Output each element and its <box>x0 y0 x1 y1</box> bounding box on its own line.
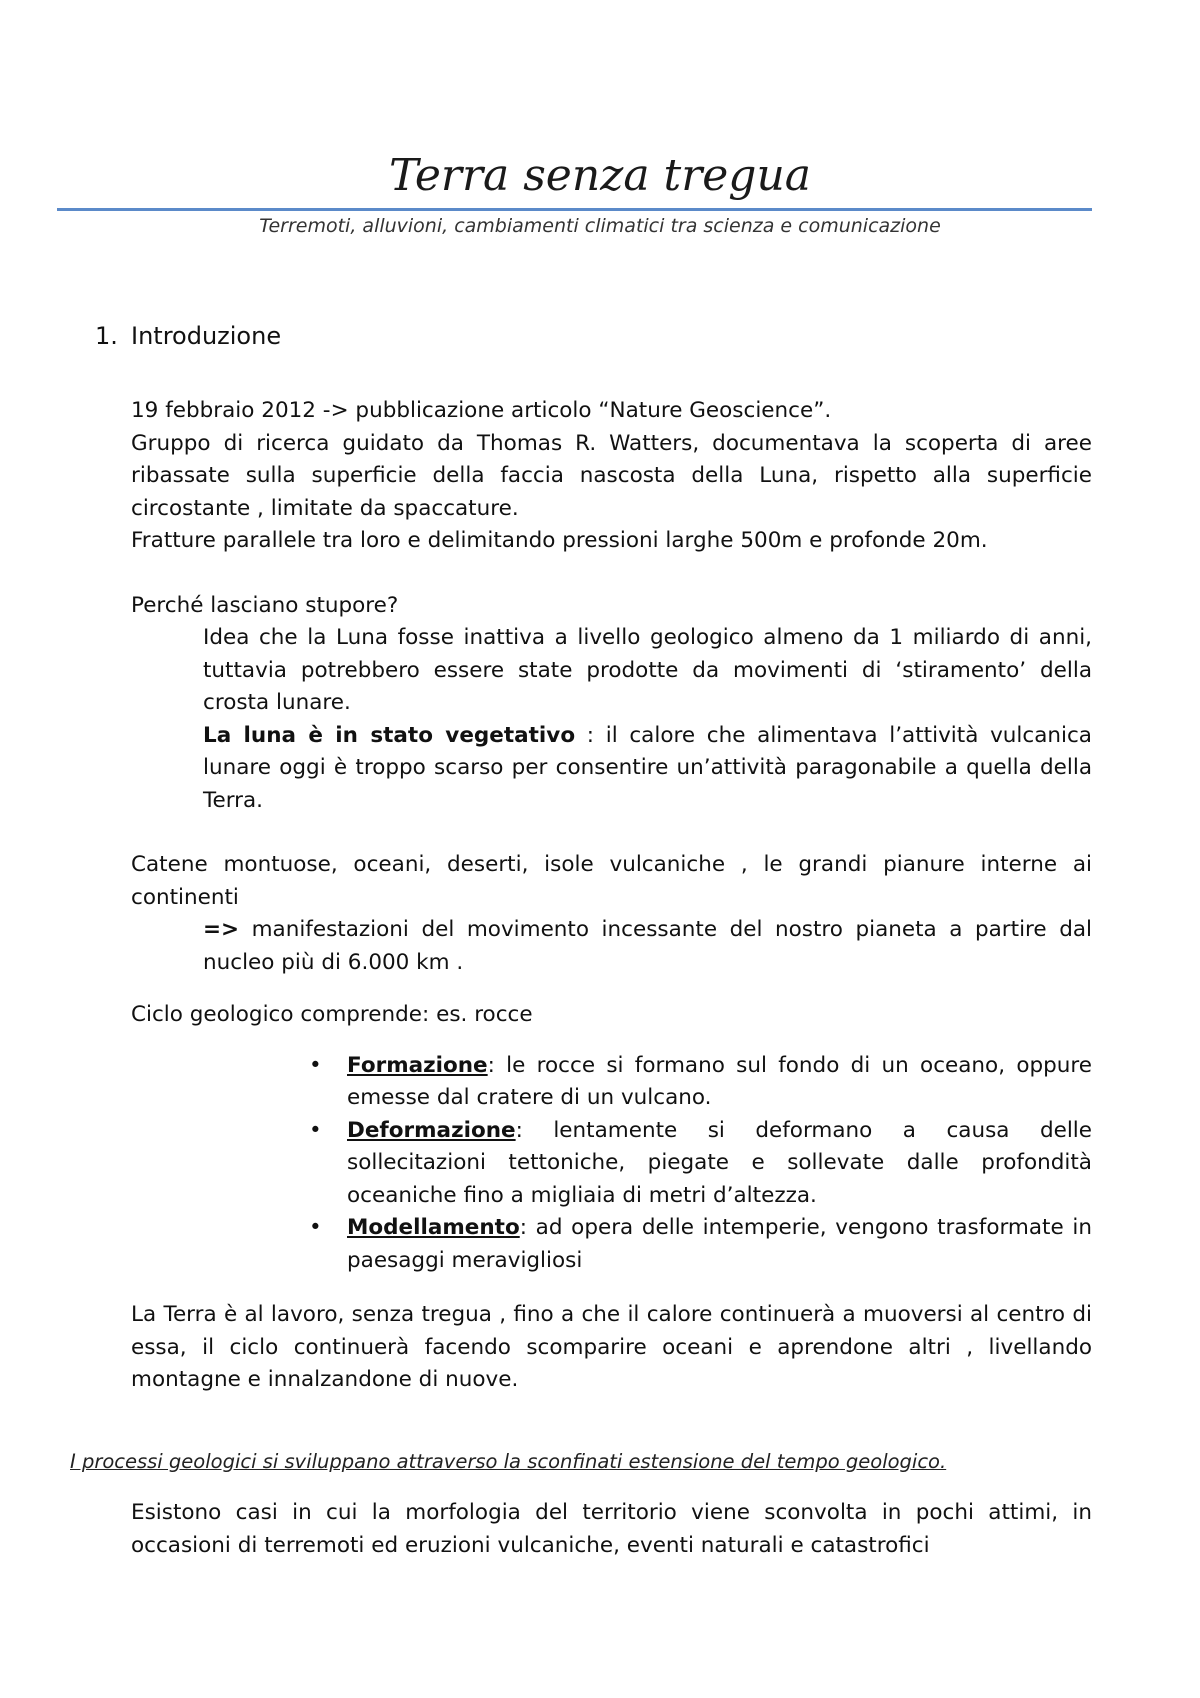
section-number: 1. <box>95 322 118 350</box>
paragraph-publication: 19 febbraio 2012 -> pubblicazione articolo “Nature Geoscience”. <box>131 398 832 423</box>
bullet-icon: • <box>309 1052 322 1078</box>
paragraph-landforms: Catene montuose, oceani, deserti, isole vulcaniche , le grandi pianure interne ai continenti <box>131 852 1092 910</box>
list-item-modellamento <box>309 1212 1092 1277</box>
geologic-time-note: I processi geologici si sviluppano attraverso la sconfinati estensione del tempo geologico. <box>70 1450 947 1473</box>
paragraph-moon-inactive: Idea che la Luna fosse inattiva a livello geologico almeno da 1 miliardo di anni, tuttavia potrebbero essere state prodotte da movimenti di ‘stiramento’ della crosta lunare. <box>203 625 1092 715</box>
paragraph-moon-vegetative <box>203 720 1092 818</box>
paragraph-research-group: Gruppo di ricerca guidato da Thomas R. Watters, documentava la scoperta di aree ribassate sulla superficie della faccia nascosta della Luna, rispetto alla superficie circostante , limitate da spaccature. <box>131 430 1092 521</box>
list-item-formazione <box>309 1050 1092 1115</box>
document-title: Terra senza tregua <box>388 150 812 201</box>
phase-text: : ad opera delle intemperie, vengono trasformate in paesaggi meravigliosi <box>347 1215 1092 1273</box>
moon-state-text: : il calore che alimentava l’attività vulcanica lunare oggi è troppo scarso per consentire un’attività paragonabile a quella della Terra. <box>203 722 1092 813</box>
bullet-icon: • <box>309 1215 322 1240</box>
list-item-deformazione <box>309 1115 1092 1213</box>
cycle-phases-list <box>131 1050 1092 1278</box>
document-subtitle: Terremoti, alluvioni, cambiamenti climatici tra scienza e comunicazione <box>259 215 941 237</box>
manifestations-text: manifestazioni del movimento incessante del nostro pianeta a partire dal nucleo più di 6.000 km . <box>203 917 1092 975</box>
paragraph-question: Perché lasciano stupore? <box>131 592 399 618</box>
paragraph-manifestations <box>203 914 1092 979</box>
bullet-icon: • <box>309 1117 322 1143</box>
moon-state-bold: La luna è in stato vegetativo <box>203 722 576 748</box>
phase-term: Formazione <box>347 1052 488 1078</box>
phase-term: Modellamento <box>347 1215 520 1240</box>
body-text <box>131 395 1092 1397</box>
paragraph-sudden-changes: Esistono casi in cui la morfologia del territorio viene sconvolta in pochi attimi, in occasioni di terremoti ed eruzioni vulcaniche, eventi naturali e catastrofici <box>131 1500 1092 1558</box>
phase-text: : le rocce si formano sul fondo di un oceano, oppure emesse dal cratere di un vulcano. <box>347 1052 1092 1110</box>
title-divider <box>57 208 1092 211</box>
phase-term: Deformazione <box>347 1117 516 1143</box>
arrow-symbol: => <box>203 917 240 942</box>
section-heading <box>95 320 281 352</box>
paragraph-geologic-cycle: Ciclo geologico comprende: es. rocce <box>131 1002 533 1027</box>
phase-text: : lentamente si deformano a causa delle sollecitazioni tettoniche, piegate e sollevate dalle profondità oceaniche fino a migliaia di metri d’altezza. <box>347 1117 1092 1208</box>
section-title: Introduzione <box>131 322 282 350</box>
paragraph-earth-at-work: La Terra è al lavoro, senza tregua , fino a che il calore continuerà a muoversi al centro di essa, il ciclo continuerà facendo scomparire oceani e aprendone altri , livellando montagne e innalzandone di nuove. <box>131 1302 1092 1392</box>
paragraph-fractures: Fratture parallele tra loro e delimitando pressioni larghe 500m e profonde 20m. <box>131 528 988 553</box>
